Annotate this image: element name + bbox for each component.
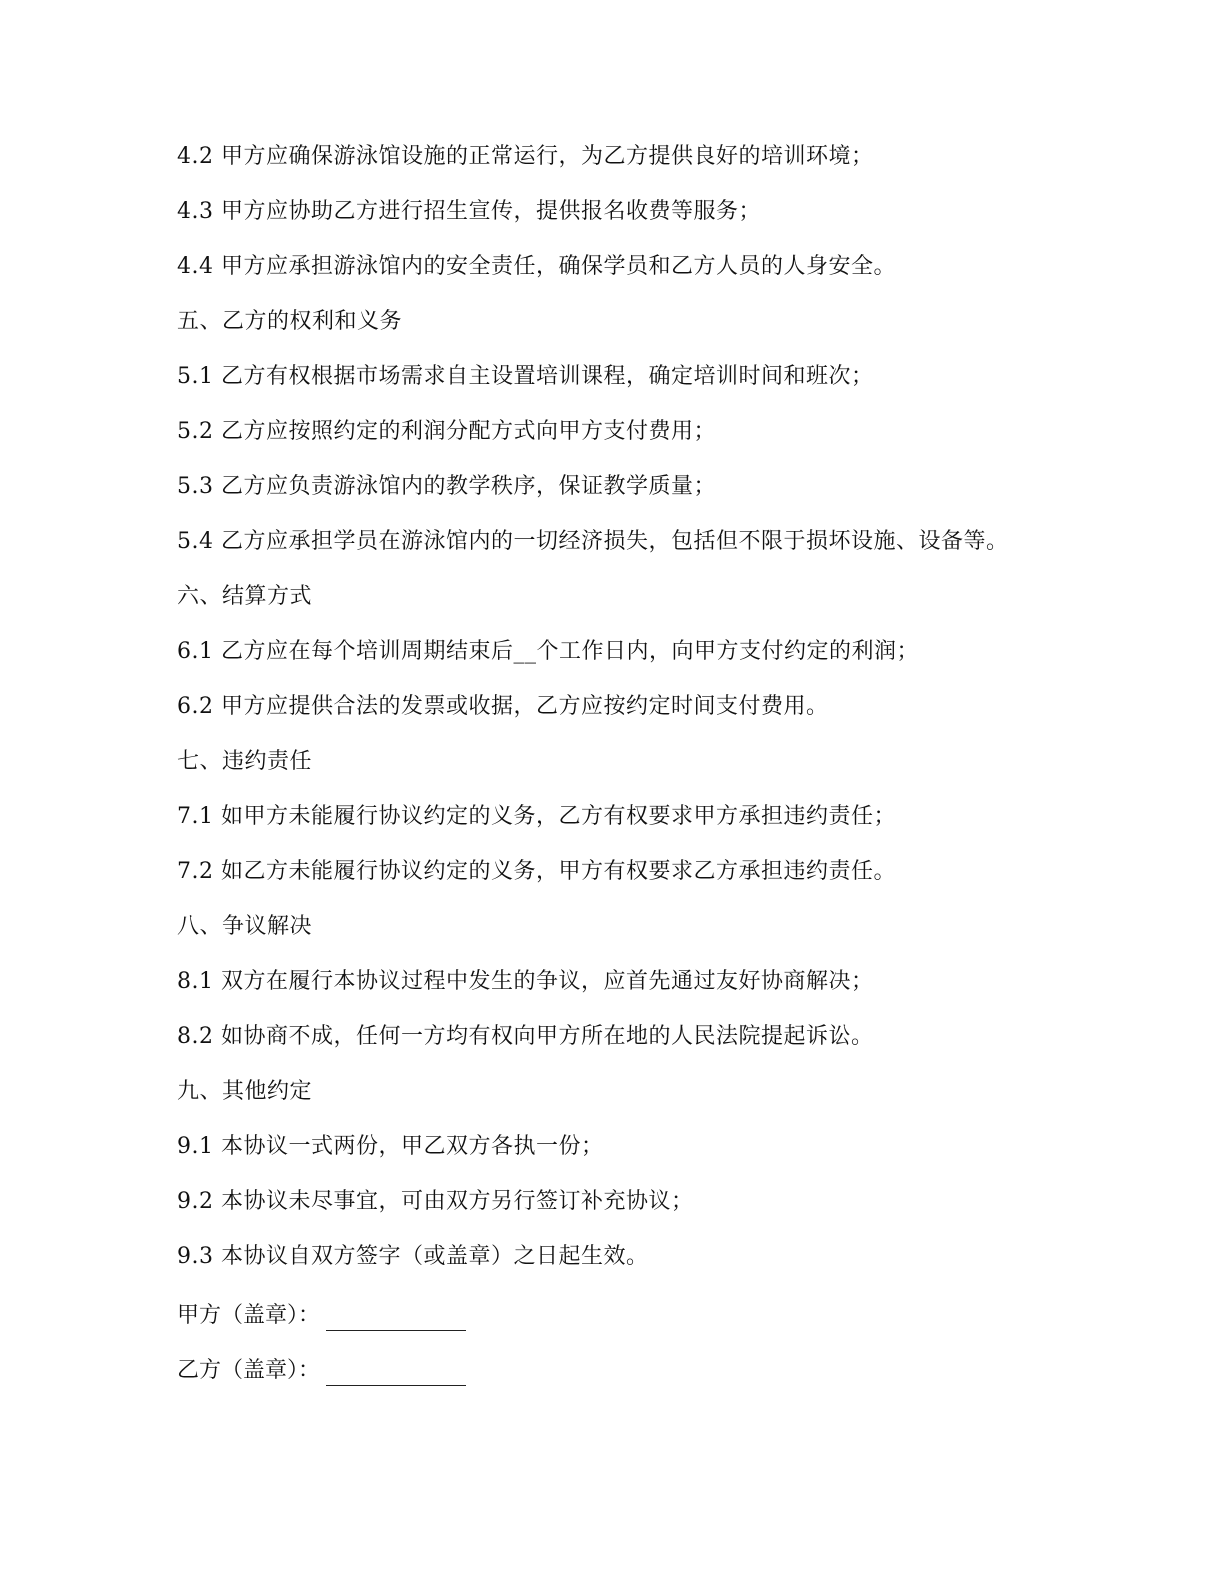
clause-7-1: 7.1 如甲方未能履行协议约定的义务，乙方有权要求甲方承担违约责任； (177, 804, 896, 829)
clause-5-4: 5.4 乙方应承担学员在游泳馆内的一切经济损失，包括但不限于损坏设施、设备等。 (177, 529, 1009, 554)
clause-9-3: 9.3 本协议自双方签字（或盖章）之日起生效。 (177, 1244, 649, 1269)
clause-6-1: 6.1 乙方应在每个培训周期结束后__个工作日内，向甲方支付约定的利润； (177, 639, 919, 664)
clause-8-2: 8.2 如协商不成，任何一方均有权向甲方所在地的人民法院提起诉讼。 (177, 1024, 874, 1049)
section-heading-8: 八、争议解决 (177, 914, 313, 939)
clause-6-2: 6.2 甲方应提供合法的发票或收据，乙方应按约定时间支付费用。 (177, 694, 829, 719)
clause-9-1: 9.1 本协议一式两份，甲乙双方各执一份； (177, 1134, 604, 1159)
clause-5-3: 5.3 乙方应负责游泳馆内的教学秩序，保证教学质量； (177, 474, 716, 499)
clause-5-1: 5.1 乙方有权根据市场需求自主设置培训课程，确定培训时间和班次； (177, 364, 874, 389)
party-a-signature-blank (326, 1308, 466, 1331)
clause-4-4: 4.4 甲方应承担游泳馆内的安全责任，确保学员和乙方人员的人身安全。 (177, 254, 896, 279)
clause-4-2: 4.2 甲方应确保游泳馆设施的正常运行，为乙方提供良好的培训环境； (177, 144, 874, 169)
party-b-signature-row (177, 1356, 466, 1386)
party-b-label: 乙方（盖章）： (177, 1358, 321, 1383)
section-heading-9: 九、其他约定 (177, 1079, 313, 1104)
clause-7-2: 7.2 如乙方未能履行协议约定的义务，甲方有权要求乙方承担违约责任。 (177, 859, 896, 884)
party-b-signature-blank (326, 1363, 466, 1386)
party-a-signature-row (177, 1301, 466, 1331)
clause-5-2: 5.2 乙方应按照约定的利润分配方式向甲方支付费用； (177, 419, 716, 444)
section-heading-7: 七、违约责任 (177, 749, 313, 774)
party-a-label: 甲方（盖章）： (177, 1303, 321, 1328)
section-heading-5: 五、乙方的权利和义务 (177, 309, 403, 334)
section-heading-6: 六、结算方式 (177, 584, 313, 609)
clause-8-1: 8.1 双方在履行本协议过程中发生的争议，应首先通过友好协商解决； (177, 969, 874, 994)
clause-9-2: 9.2 本协议未尽事宜，可由双方另行签订补充协议； (177, 1189, 694, 1214)
clause-4-3: 4.3 甲方应协助乙方进行招生宣传，提供报名收费等服务； (177, 199, 761, 224)
